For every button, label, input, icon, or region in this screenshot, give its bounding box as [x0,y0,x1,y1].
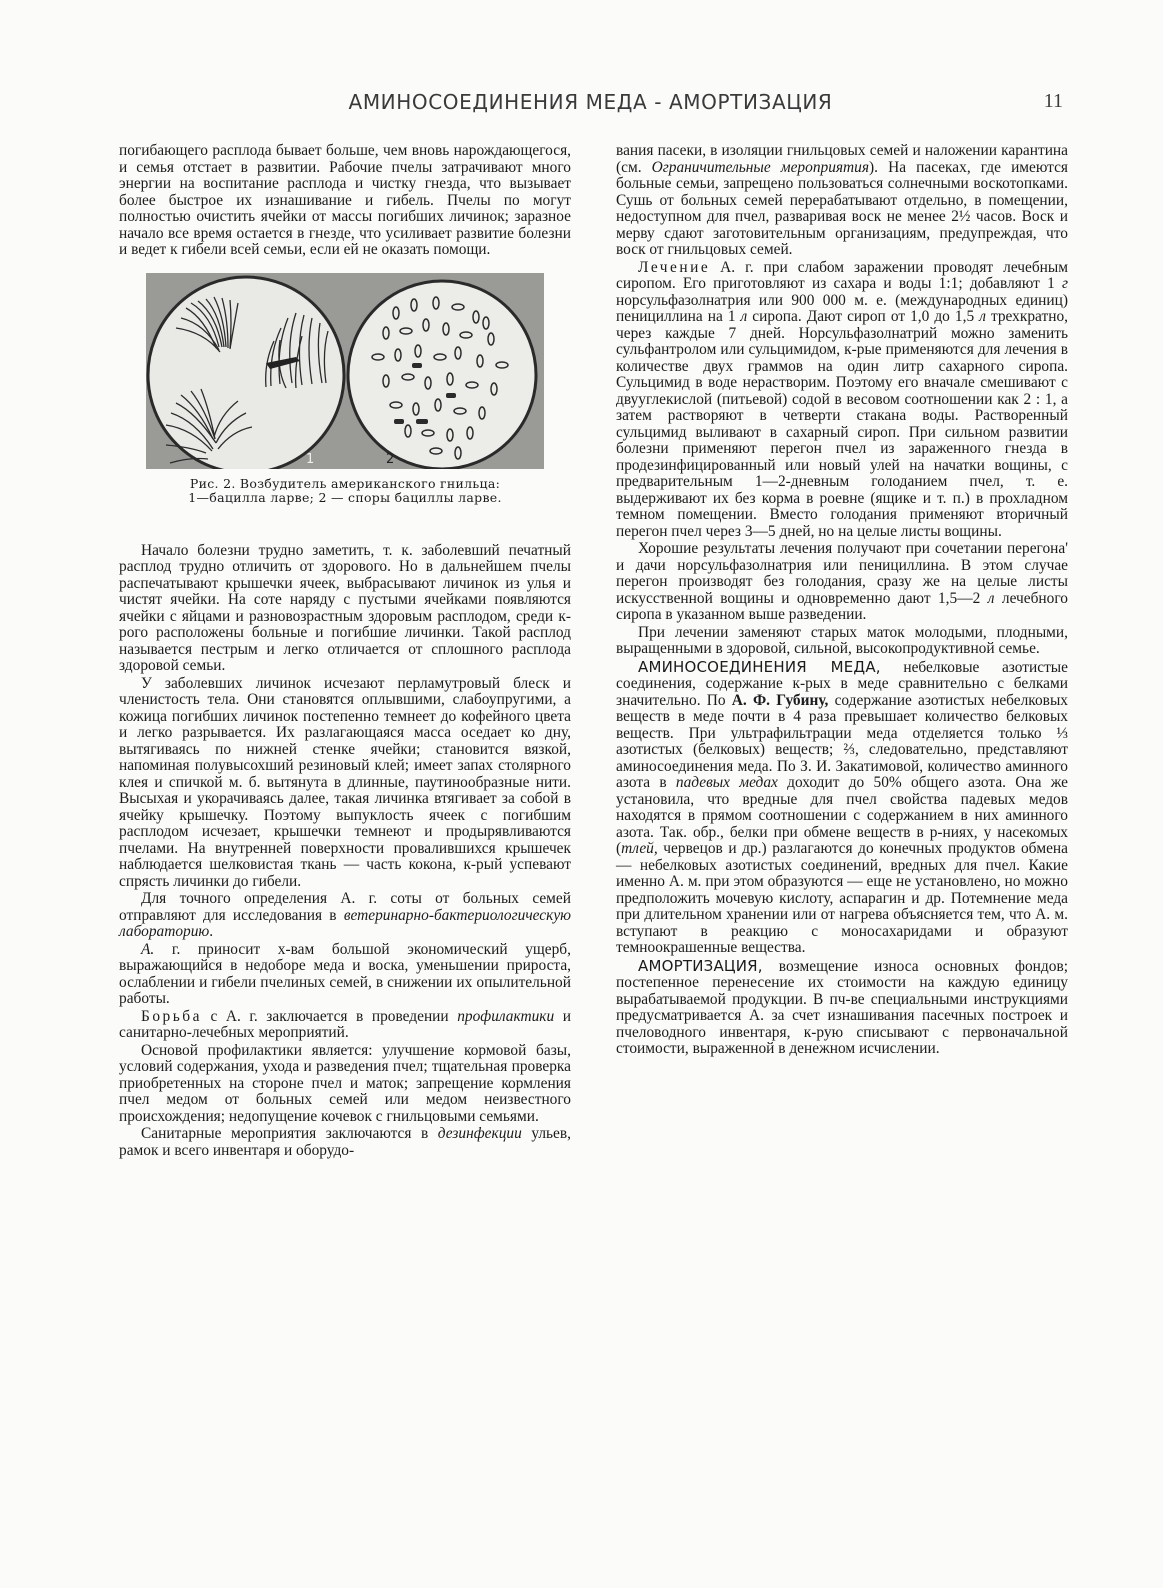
paragraph-osnovoy: Основой профилактики является: улучшение кормовой базы, условий содержания, ухода и разведения пчел; тщательная проверка приобретенных на стороне пчел и маток; запрещение кормления пчел медом от больных семей или медом неизвестного происхождения; недопущение кочевок с гнильцовыми семьями. [119,1041,571,1125]
spaced-term: Лечение [638,258,711,276]
text-run: возмещение износа основных фондов; постепенное перенесение их стоимости на каждую единицу вырабатываемой продукции. В пч-ве специальными инструкциями предусматривается А. за счет изнашивания пасечных построек и пчеловодного инвентаря, к-рую списывают с первоначальной стоимости, выраженной в денежном исчислении. [616,957,1068,1057]
figure-label-1: 1 [306,451,315,467]
page-number: 11 [1043,90,1063,112]
right-column [616,143,1068,1058]
caption-line-1: Рис. 2. Возбудитель американского гнильца: [189,475,501,491]
cross-reference-link[interactable]: падевых медах [675,774,778,791]
text-run: Хорошие результаты лечения получают при сочетании перегона' и дачи норсульфазолнатрия или пенициллина. В этом случае перегон производят без голодания, сразу же на целые листы искусственной вощины и одновременно дают 1,5—2 [616,540,1068,607]
paragraph-ushcherb [119,942,571,1008]
text-run: Санитарные мероприятия заключаются в [141,1125,438,1142]
entry-headword: АМОРТИЗАЦИЯ, [638,956,763,975]
paragraph-nachalo: Начало болезни трудно заметить, т. к. заболевший печатный расплод трудно отличить от здорового. Но в дальнейшем пчелы распечатывают крышечки ячеек, выбрасывают личинок из улья и чистят ячейки. На соте наряду с пустыми ячейками появляются ячейки с яйцами и разновозрастным здоровым расплодом, среди к-рого расположены больные и погибшие личинки. Такой расплод называется пестрым и легко отличается от сплошного расплода здоровой семьи. [119,541,571,674]
paragraph-lechenie [616,260,1068,541]
text-run: трехкратно, через каждые 7 дней. Норсульфазолнатрий можно заменить сульфантролом или сульцимидом, к-рые применяются для лечения в количестве двух граммов на один литр сахарного сиропа. Сульцимид в воде нерастворим. Поэтому его вначале смешивают с двууглекислой (питьевой) содой в весовом соотношении как 2 : 1, а затем растворяют в четверти стакана воды. Растворенный сульцимид выливают в сахарный сироп. При сильном развитии болезни применяют перегон пчел из зараженного гнезда в продезинфицированный или новый улей на начатки вощины, с предварительным 1—2-дневным голоданием пчел, т. е. выдерживают их без корма в роевне (ящике и т. п.) в прохладном темном помещении. Вместо голодания применяют вторичный перегон пчел через 3—5 дней, но на целые листы вощины. [616,308,1068,540]
entry-aminosoedineniya [616,659,1068,957]
paragraph-opredelenie [119,891,571,941]
figure-label-2: 2 [386,451,395,467]
cross-reference-link[interactable]: А. Ф. Губину, [731,691,829,709]
paragraph-continuation [616,143,1068,259]
cross-reference-link[interactable]: профилактики [457,1007,555,1025]
caption-line-2: 1—бацилла ларве; 2 — споры бациллы ларве. [188,489,502,505]
running-header [118,90,1063,120]
text-run: небелковые азотистые соединения, содержание к-рых в меде сравнительно с белками значительно. По [616,658,1068,709]
paragraph-intro: погибающего расплода бывает больше, чем вновь нарождающегося, и семья отстает в развитии. Рабочие пчелы затрачивают много энергии на воспитание расплода и чистку гнезда, что вызывает более быстрое их изнашивание и гибель. Пчелы по могут полностью очистить ячейки от массы погибших личинок; заразное начало все время остается в гнезде, что усиливает развитие болезни и ведет к гибели всей семьи, если ей не оказать помощи. [119,142,571,258]
abbrev-a: А. [141,940,155,958]
paragraph-borba [119,1009,571,1042]
unit: л [740,308,748,325]
text-run: Для точного определения А. г. соты от больных семей отправляют для исследования в [119,890,571,924]
paragraph-zabolevshih: У заболевших личинок исчезают перламутровый блеск и членистость тела. Они становятся оплывшими, слабоупругими, а кожица погибших личинок постепенно темнеет до кофейного цвета и легко разрывается. Их разлагающаяся масса оседает ко дну, вытягиваясь по нижней стенке ячейки; становится вязкой, напоминая полувысохший резиновый клей; имеет запах столярного клея и спичкой м. б. вытянута в длинные, паутинообразные нити. Высыхая и укорачиваясь далее, такая личинка втягивает за собой в ячейку крышечку. Поэтому выпуклость ячеек с погибшим расплодом исчезает, крышечки темнеют и продырявливаются пчелами. На внутренней поверхности провалившихся крышечек наблюдается шелковистая ткань — часть кокона, к-рый успевают спрясть личинки до гибели. [119,674,571,890]
spacer [119,517,571,543]
text-run: г. приносит х-вам большой экономический ущерб, выражающийся в недоборе меда и воска, уменьшении прироста, ослаблении и гибели пчелиных семей, в снижении их опылительной работы. [119,940,571,1007]
entry-headword: АМИНОСОЕДИНЕНИЯ МЕДА, [638,657,881,676]
text-run: содержание азотистых небелковых веществ в меде почти в 4 раза превышает количество белковых веществ. При ультрафильтрации меда отделяется только ⅓ азотистых (белковых) веществ; ⅔, следовательно, представляют аминосоединения меда. По З. И. Закатимовой, количество аминного азота в [616,691,1068,791]
text-run: . [209,923,214,940]
left-column [119,143,571,1159]
text-run: ). На пасеках, где имеются больные семьи, запрещено пользоваться солнечными воскотопками. Сушь от больных семей перерабатывают отдельно, в помещении, недоступном для пчел, разваривая воск не менее 2½ часов. Воск и мерву сдают заготовительным организациям, предупреждая, что воск от гнильцовых семей. [616,158,1068,258]
cross-reference-link[interactable]: ветеринарно-бактериологическую лабораторию [119,906,571,940]
text-run: лечебного сиропа в указанном выше разведении. [616,589,1068,623]
text-run: сиропа. Дают сироп от 1,0 до 1,5 [747,308,980,325]
text-run: доходит до 50% общего азота. Она же установила, что вредные для пчел свойства падевых медов находятся в прямом соотношении с содержанием в них аминного азота. Так. обр., белки при обмене веществ в р-ниях, у насекомых ( [616,774,1068,857]
figure-caption [119,477,571,505]
unit: г [1061,275,1068,292]
text-run: с А. г. заключается в проведении [201,1007,458,1025]
spaced-term: Борьба [141,1007,202,1025]
text-run: и санитарно-лечебных мероприятий. [119,1007,571,1041]
cross-reference-link[interactable]: тлей, [621,840,658,857]
text-run: червецов и др.) разлагаются до конечных продуктов обмена — небелковых азотистых соединений, вредных для пчел. Какие именно А. м. при этом образуются — еще не установлено, но можно предположить мочевую кислоту, аспарагин и др. Потемнение меда при длительном хранении или от нагрева объясняется тем, что А. м. вступают в реакцию с моносахаридами и образуют темноокрашенные вещества. [616,840,1068,956]
paragraph-matok: При лечении заменяют старых маток молодыми, плодными, выращенными в здоровой, сильной, высокопродуктивной семье. [616,623,1068,657]
text-run: ульев, рамок и всего инвентаря и оборудо- [119,1125,571,1159]
text-run: вания пасеки, в изоляции гнильцовых семей и наложении карантина (см. [616,142,1068,176]
text-run: А. г. при слабом заражении проводят лечебным сиропом. Его приготовляют из сахара и воды 1:1; добавляют 1 [616,258,1068,292]
paragraph-horoshie [616,541,1068,624]
header-title: АМИНОСОЕДИНЕНИЯ МЕДА - АМОРТИЗАЦИЯ [348,90,833,114]
text-run: норсульфазолнатрия или 900 000 м. е. (международных единиц) пенициллина на 1 [616,291,1068,325]
paragraph-sanitarnye [119,1126,571,1159]
unit: л [979,308,986,325]
cross-reference-link[interactable]: дезинфекции [437,1125,522,1142]
bacillus-micrograph-image [146,273,544,469]
entry-amortizaciya [616,958,1068,1058]
unit: л [987,589,995,607]
figure-2 [119,273,571,505]
cross-reference-link[interactable]: Ограничительные мероприятия [651,158,870,176]
